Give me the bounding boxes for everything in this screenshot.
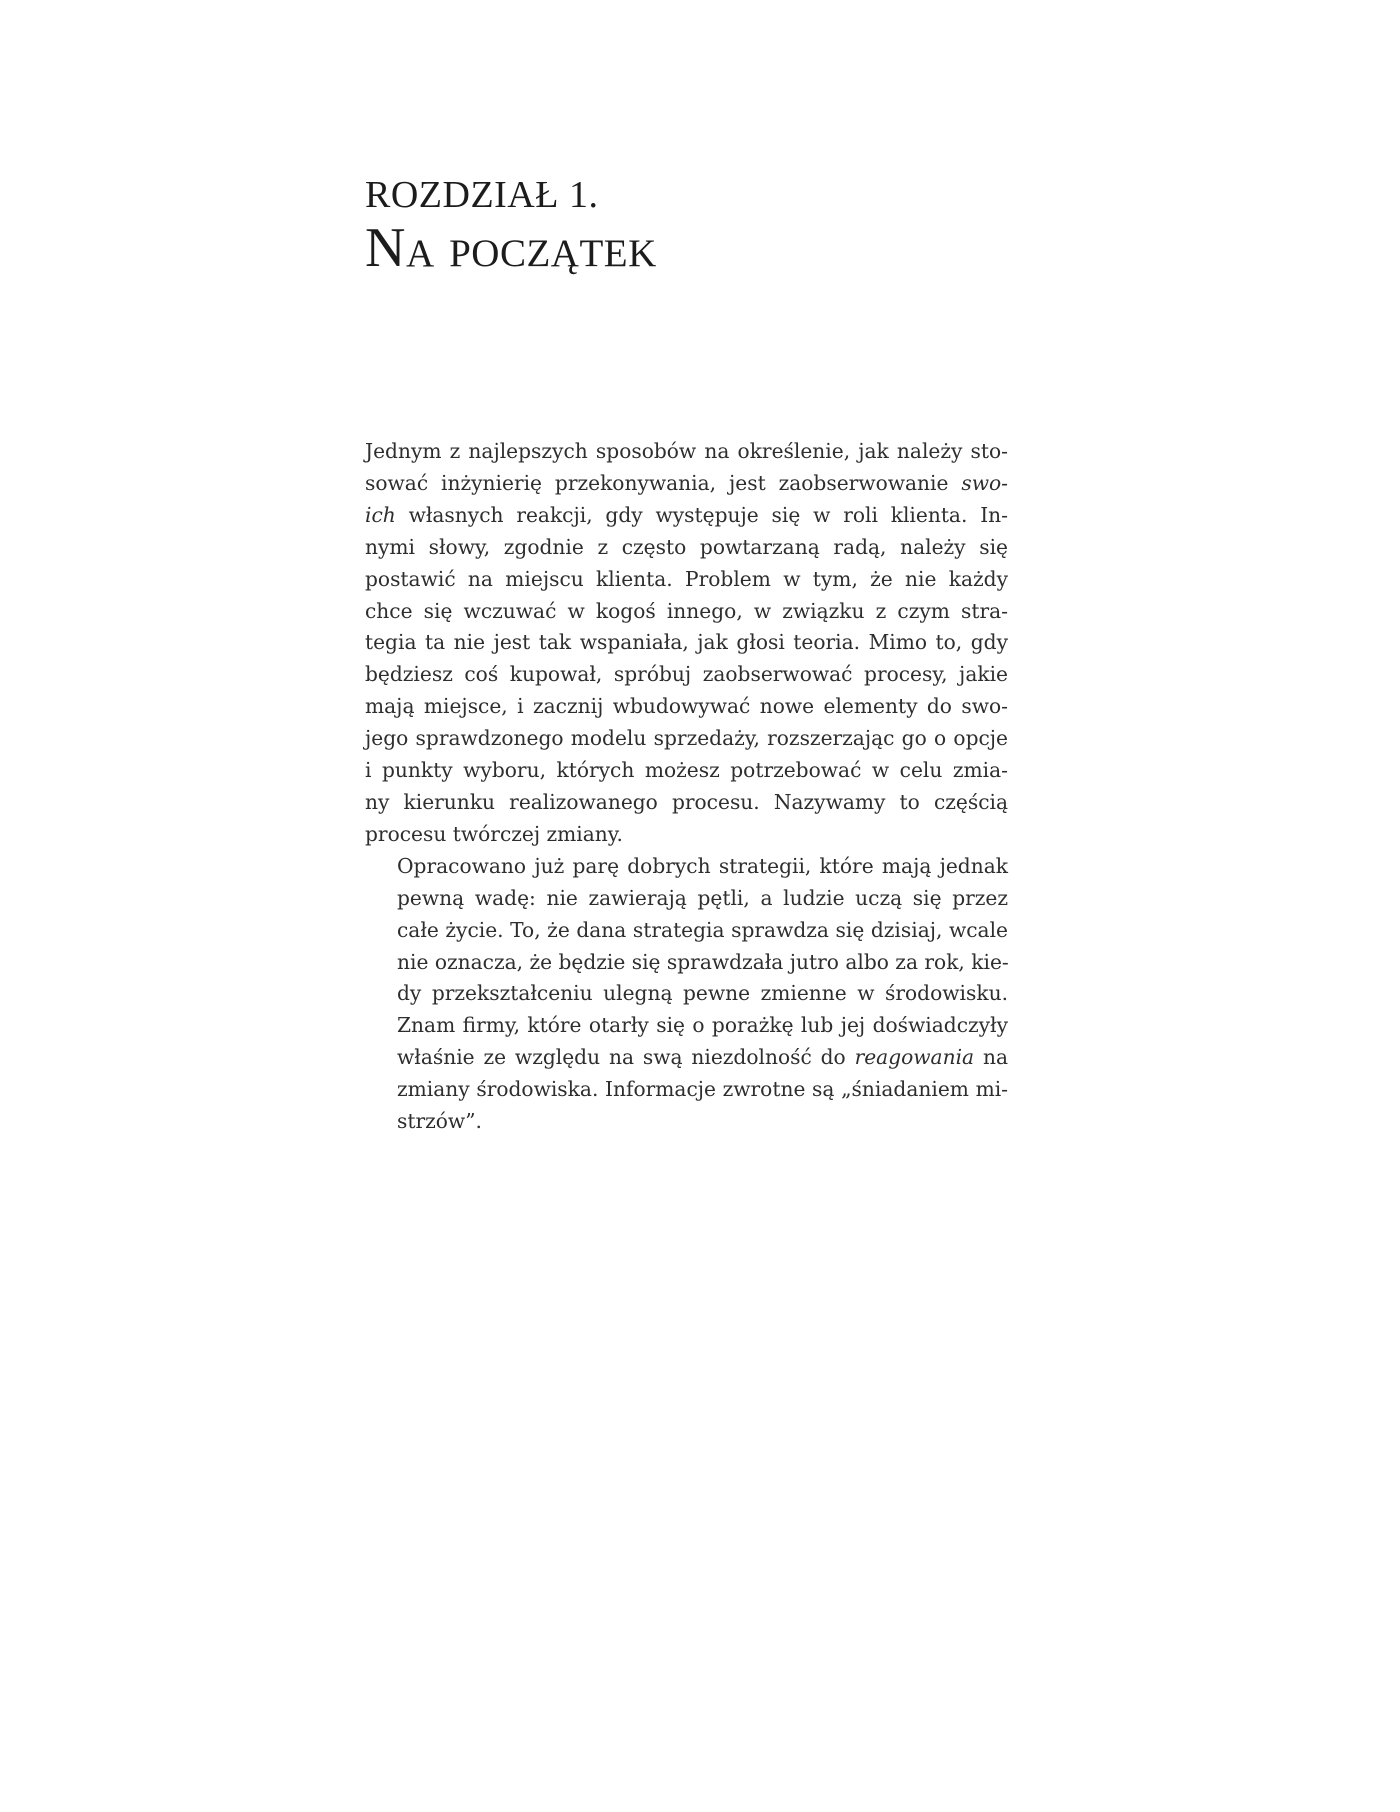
chapter-title: Na początek <box>365 217 657 279</box>
text-line: Znam firmy, które otarły się o porażkę lub jej doświadczyły <box>397 1013 1008 1038</box>
text-line: jego sprawdzonego modelu sprzedaży, rozszerzając go o opcje <box>365 726 1008 751</box>
italic-emphasis: swo- <box>961 470 1008 495</box>
text-line: mają miejsce, i zacznij wbudowywać nowe elementy do swo- <box>365 694 1008 719</box>
text-line: Opracowano już parę dobrych strategii, które mają jednak <box>397 853 1008 878</box>
text-line: i punkty wyboru, których możesz potrzebować w celu zmia- <box>365 758 1008 783</box>
text-line: dy przekształceniu ulegną pewne zmienne w środowisku. <box>397 981 1008 1006</box>
text-line: sować inżynierię przekonywania, jest zaobserwowanie swo- <box>365 470 1008 495</box>
text-line: chce się wczuwać w kogoś innego, w związku z czym stra- <box>365 598 1008 623</box>
text-line: ny kierunku realizowanego procesu. Nazywamy to częścią <box>365 789 1008 814</box>
text-line: będziesz coś kupował, spróbuj zaobserwować procesy, jakie <box>365 662 1008 687</box>
italic-emphasis: reagowania <box>854 1045 975 1070</box>
text-line: strzów”. <box>397 1109 482 1134</box>
text-line: całe życie. To, że dana strategia sprawdza się dzisiaj, wcale <box>397 917 1008 942</box>
text-line: tegia ta nie jest tak wspaniała, jak głosi teoria. Mimo to, gdy <box>365 630 1008 655</box>
text-line: Jednym z najlepszych sposobów na określenie, jak należy sto- <box>365 439 1008 463</box>
text-line: zmiany środowiska. Informacje zwrotne są „śniadaniem mi- <box>397 1077 1008 1102</box>
text-line: procesu twórczej zmiany. <box>365 821 623 846</box>
paragraph <box>365 436 1008 851</box>
text-line: pewną wadę: nie zawierają pętli, a ludzie uczą się przez <box>397 885 1008 910</box>
text-line: nymi słowy, zgodnie z często powtarzaną radą, należy się <box>365 534 1008 559</box>
chapter-body <box>365 436 1008 1138</box>
text-line: postawić na miejscu klienta. Problem w tym, że nie każdy <box>365 566 1008 591</box>
chapter-number: ROZDZIAŁ 1. <box>365 174 599 216</box>
text-line: ich własnych reakcji, gdy występuje się w roli klienta. In- <box>365 502 1008 527</box>
text-line: właśnie ze względu na swą niezdolność do reagowania na <box>397 1045 1008 1070</box>
chapter-heading <box>365 172 1065 278</box>
italic-emphasis: ich <box>365 502 396 527</box>
text-line: nie oznacza, że będzie się sprawdzała jutro albo za rok, kie- <box>397 949 1009 974</box>
paragraph <box>365 851 1008 1138</box>
